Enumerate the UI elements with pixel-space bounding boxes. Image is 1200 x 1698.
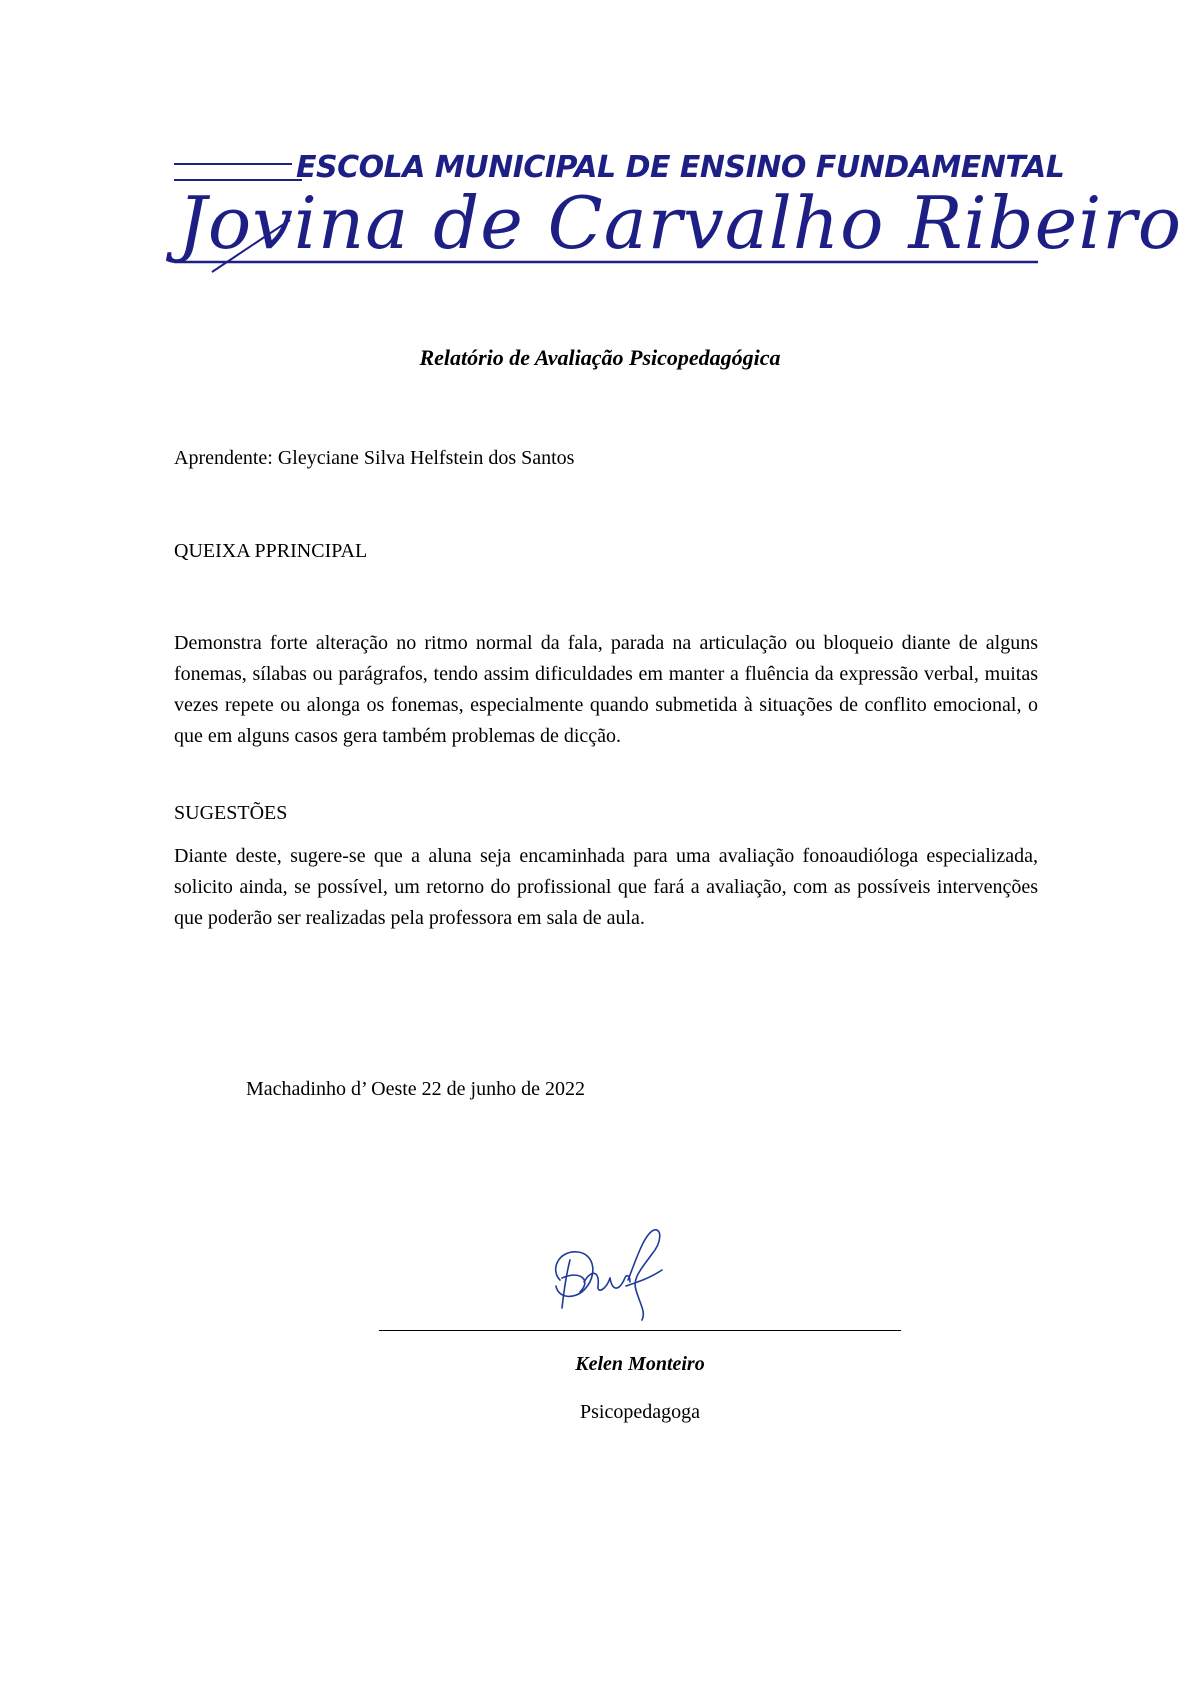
- school-logo: [172, 150, 1183, 275]
- school-type-text: ESCOLA MUNICIPAL DE ENSINO FUNDAMENTAL: [296, 150, 1065, 185]
- signatory-role: Psicopedagoga: [580, 1401, 700, 1423]
- complaint-paragraph: Demonstra forte alteração no ritmo normal da fala, parada na articulação ou bloqueio diante de alguns fonemas, sílabas ou parágrafos, tendo assim dificuldades em manter a fluência da expressão verbal, muitas vezes repete ou alonga os fonemas, especialmente quando submetida à situações de conflito emocional, o que em alguns casos gera também problemas de dicção.: [174, 632, 1038, 747]
- suggestions-heading: SUGESTÕES: [174, 802, 288, 824]
- report-title: Relatório de Avaliação Psicopedagógica: [419, 345, 781, 370]
- suggestions-paragraph: Diante deste, sugere-se que a aluna seja encaminhada para uma avaliação fonoaudióloga especializada, solicito ainda, se possível, um retorno do profissional que fará a avaliação, com as possíveis intervenções que poderão ser realizadas pela professora em sala de aula.: [174, 845, 1038, 929]
- date-line: Machadinho d’ Oeste 22 de junho de 2022: [246, 1078, 585, 1100]
- signature-line: [379, 1330, 901, 1331]
- learner-line: Aprendente: Gleyciane Silva Helfstein dos Santos: [174, 447, 575, 469]
- school-name-text: Jovina de Carvalho Ribeiro: [178, 181, 1183, 265]
- complaint-heading: QUEIXA PPRINCIPAL: [174, 540, 368, 562]
- signatory-name: Kelen Monteiro: [575, 1353, 705, 1375]
- handwritten-signature-icon: [540, 1220, 670, 1330]
